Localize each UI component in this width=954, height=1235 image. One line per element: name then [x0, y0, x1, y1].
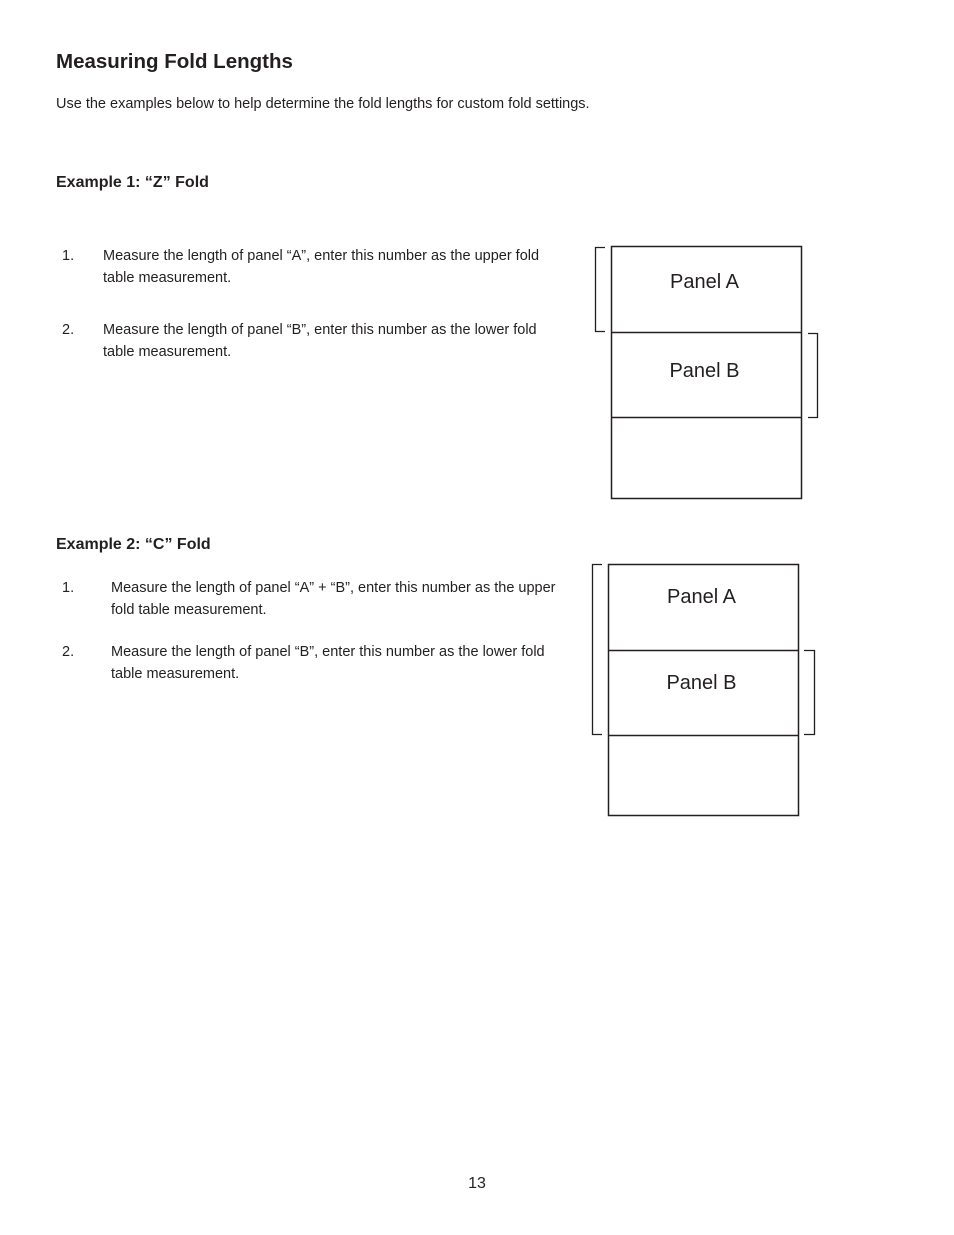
panel-a-label: Panel A	[667, 586, 736, 608]
step-number: 1.	[62, 580, 75, 596]
step-text: Measure the length of panel “A” + “B”, enter this number as the upper fold table measurement.	[111, 580, 556, 618]
example-2-heading: Example 2: “C” Fold	[56, 536, 211, 553]
step-text: Measure the length of panel “A”, enter this number as the upper fold table measurement.	[103, 248, 540, 286]
panel-b-label: Panel B	[669, 360, 740, 382]
c-fold-diagram	[585, 558, 830, 823]
step-text: Measure the length of panel “B”, enter this number as the lower fold table measurement.	[103, 322, 537, 360]
step-text: Measure the length of panel “B”, enter this number as the lower fold table measurement.	[111, 644, 545, 682]
panel-b-label: Panel B	[666, 672, 737, 694]
panel-a-label: Panel A	[670, 271, 739, 293]
step-number: 2.	[62, 644, 75, 660]
intro-paragraph: Use the examples below to help determine the fold lengths for custom fold settings.	[56, 96, 590, 112]
step-number: 2.	[62, 322, 75, 338]
page-number: 13	[468, 1175, 486, 1192]
bracket-panel-b	[804, 651, 815, 735]
example-1-heading: Example 1: “Z” Fold	[56, 174, 209, 191]
bracket-panel-a-plus-b	[593, 565, 603, 735]
step-number: 1.	[62, 248, 75, 264]
bracket-panel-b	[808, 334, 818, 418]
page-title: Measuring Fold Lengths	[56, 50, 293, 73]
bracket-panel-a	[596, 248, 606, 332]
z-fold-diagram	[590, 240, 830, 505]
